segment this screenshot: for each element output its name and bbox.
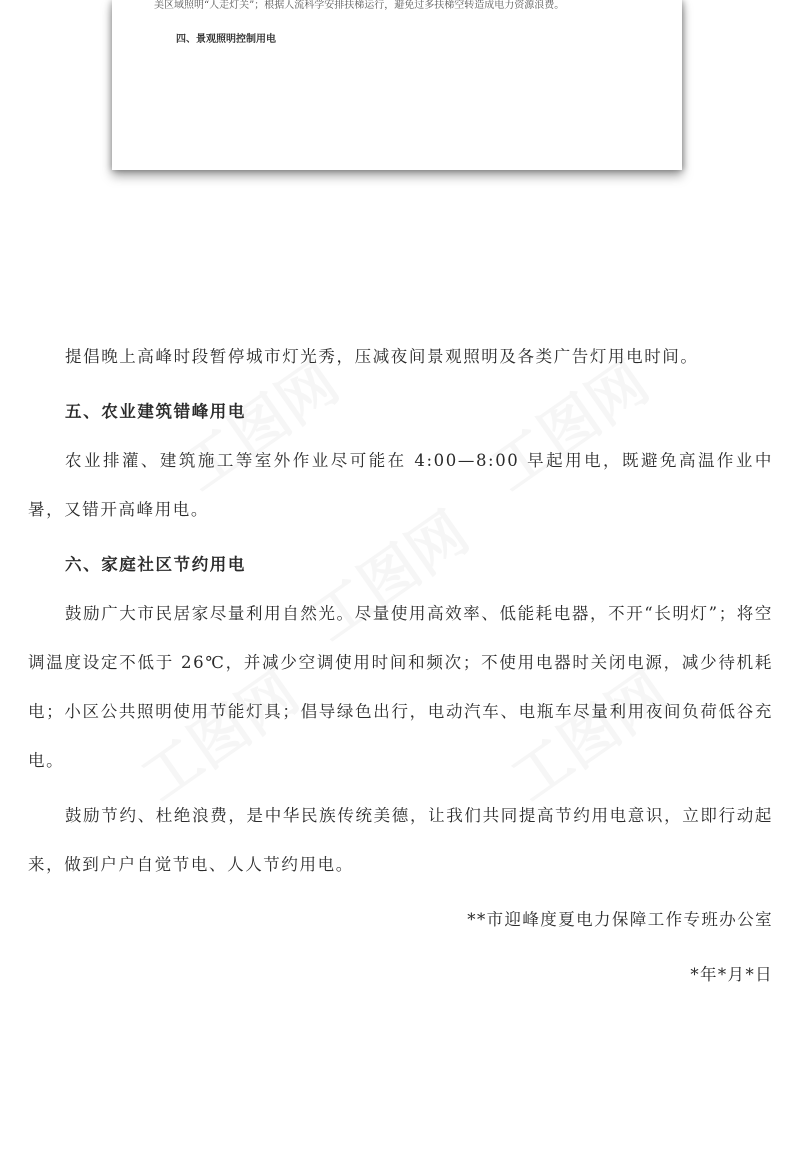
section-heading-household: 六、家庭社区节约用电 [65, 555, 246, 574]
paragraph-household: 鼓励广大市民居家尽量利用自然光。尽量使用高效率、低能耗电器，不开“长明灯”；将空调温度设定不低于 26℃，并减少空调使用时间和频次；不使用电器时关闭电源，减少待机耗电；小区公共照明使用节能灯具；倡导绿色出行，电动汽车、电瓶车尽量利用夜间负荷低谷充电。 [28, 604, 773, 770]
paragraph-agriculture: 农业排灌、建筑施工等室外作业尽可能在 4:00—8:00 早起用电，既避免高温作业中暑，又错开高峰用电。 [28, 451, 773, 519]
section-heading-agriculture: 五、农业建筑错峰用电 [65, 402, 246, 421]
paragraph-landscape-lighting: 提倡晚上高峰时段暂停城市灯光秀，压减夜间景观照明及各类广告灯用电时间。 [65, 347, 699, 366]
preview-heading: 四、景观照明控制用电 [176, 34, 276, 45]
document-preview-card [112, 0, 682, 170]
issuer-signature: **市迎峰度夏电力保障工作专班办公室 [467, 910, 773, 929]
preview-cut-line: 美区域照明“人走灯关”；根据人流科学安排扶梯运行，避免过多扶梯空转造成电力资源浪费。 [154, 0, 565, 11]
issue-date: *年*月*日 [690, 965, 773, 984]
document-body [28, 332, 773, 999]
paragraph-closing: 鼓励节约、杜绝浪费，是中华民族传统美德，让我们共同提高节约用电意识，立即行动起来，做到户户自觉节电、人人节约用电。 [28, 806, 773, 874]
